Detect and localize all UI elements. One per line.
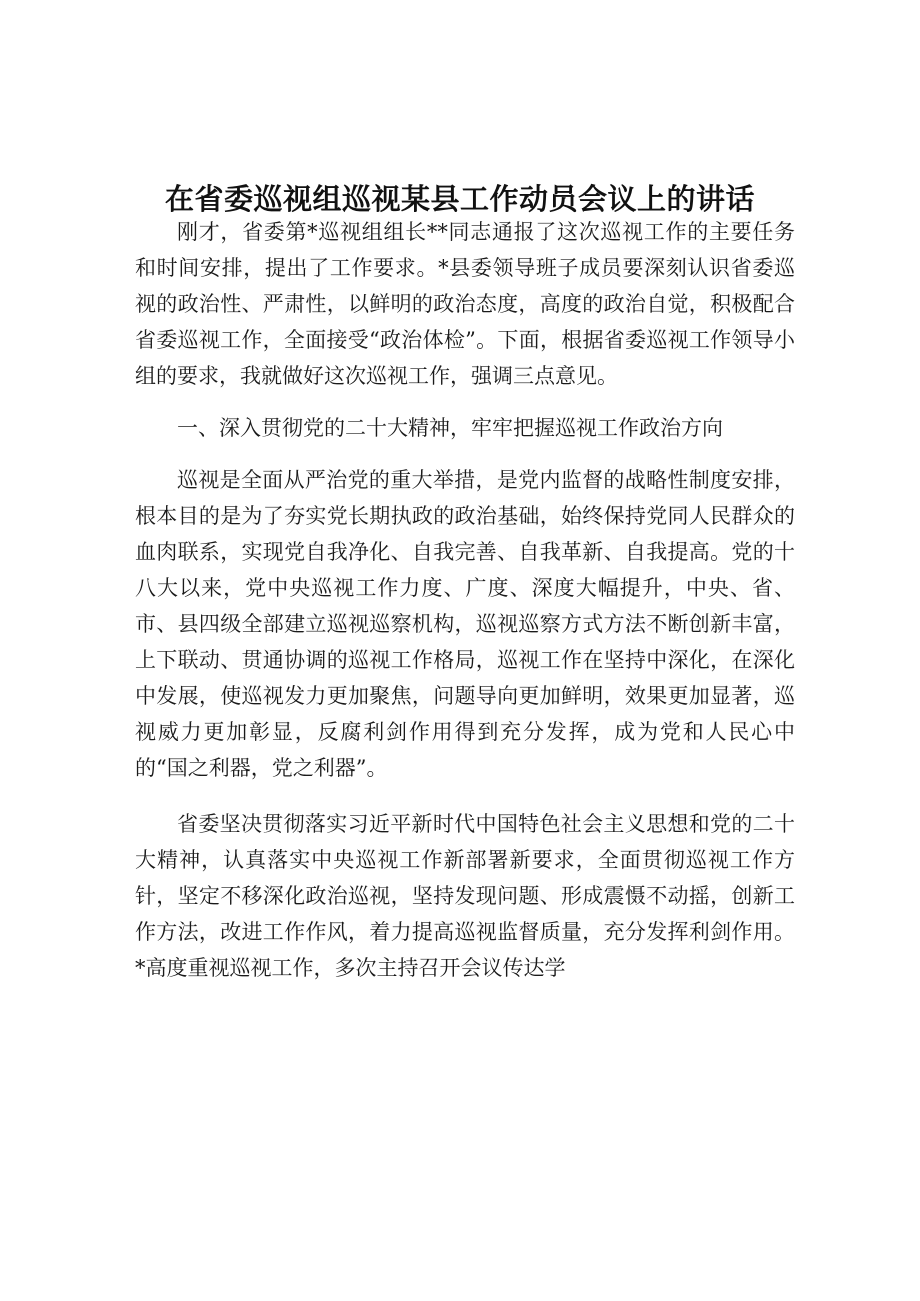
document-title: 在省委巡视组巡视某县工作动员会议上的讲话 [164, 182, 755, 217]
section-heading-1: 一、深入贯彻党的二十大精神，牢牢把握巡视工作政治方向 [177, 416, 723, 440]
document-body [135, 214, 795, 986]
paragraph-opening: 刚才，省委第*巡视组组长**同志通报了这次巡视工作的主要任务和时间安排，提出了工作要求。*县委领导班子成员要深刻认识省委巡视的政治性、严肃性，以鲜明的政治态度，高度的政治自觉，积极配合省委巡视工作，全面接受“政治体检”。下面，根据省委巡视工作领导小组的要求，我就做好这次巡视工作，强调三点意见。 [135, 220, 795, 388]
paragraph-provincial-committee: 省委坚决贯彻落实习近平新时代中国特色社会主义思想和党的二十大精神，认真落实中央巡视工作新部署新要求，全面贯彻巡视工作方针，坚定不移深化政治巡视，坚持发现问题、形成震慑不动摇，创新工作方法，改进工作作风，着力提高巡视监督质量，充分发挥利剑作用。*高度重视巡视工作，多次主持召开会议传达学 [135, 812, 795, 980]
paragraph-inspection-significance: 巡视是全面从严治党的重大举措，是党内监督的战略性制度安排，根本目的是为了夯实党长期执政的政治基础，始终保持党同人民群众的血肉联系，实现党自我净化、自我完善、自我革新、自我提高。党的十八大以来，党中央巡视工作力度、广度、深度大幅提升，中央、省、市、县四级全部建立巡视巡察机构，巡视巡察方式方法不断创新丰富，上下联动、贯通协调的巡视工作格局，巡视工作在坚持中深化，在深化中发展，使巡视发力更加聚焦，问题导向更加鲜明，效果更加显著，巡视威力更加彰显，反腐利剑作用得到充分发挥，成为党和人民心中的“国之利器，党之利器”。 [135, 468, 795, 780]
